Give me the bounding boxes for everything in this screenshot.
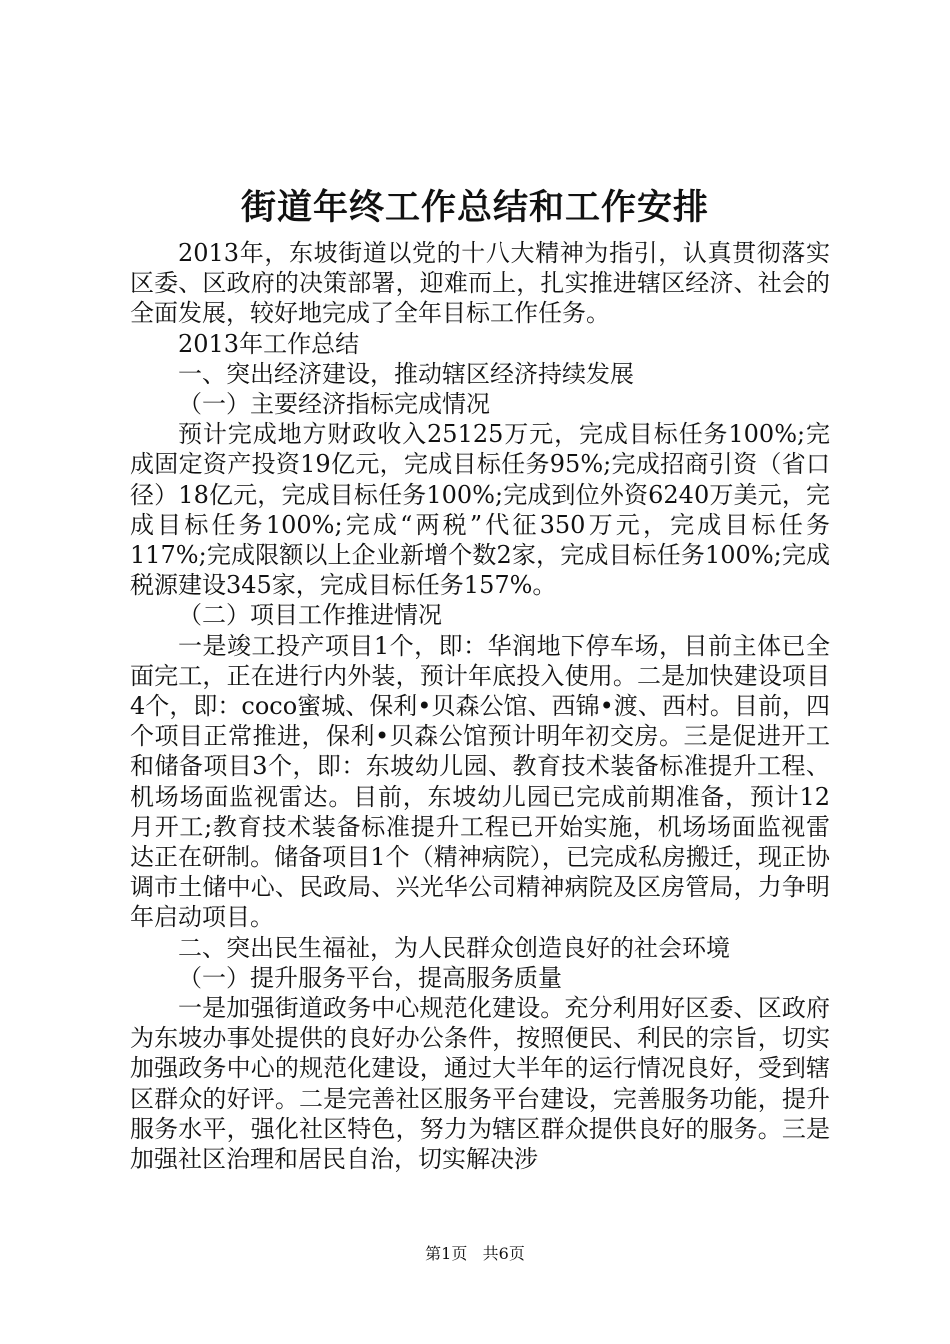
subsection-heading-indicators: （一）主要经济指标完成情况 [178,390,490,419]
section-heading-summary: 2013年工作总结 [178,329,360,358]
page-number: 第1页 [425,1244,468,1263]
document-title: 街道年终工作总结和工作安排 [240,187,709,228]
paragraph-projects: 一是竣工投产项目1个，即：华润地下停车场，目前主体已全面完工，正在进行内外装，预计年底投入使用。二是加快建设项目4个，即：coco蜜城、保利•贝森公馆、西锦•渡、西村。目前，四个项目正常推进，保利•贝森公馆预计明年初交房。三是促进开工和储备项目3个，即：东坡幼儿园、教育技术装备标准提升工程、机场场面监视雷达。目前，东坡幼儿园已完成前期准备，预计12月开工;教育技术装备标准提升工程已开始实施，机场场面监视雷达正在研制。储备项目1个（精神病院），已完成私房搬迁，现正协调市土储中心、民政局、兴光华公司精神病院及区房管局，力争明年启动项目。 [130,631,830,932]
paragraph-indicators: 预计完成地方财政收入25125万元，完成目标任务100%;完成固定资产投资19亿元，完成目标任务95%;完成招商引资（省口径）18亿元，完成目标任务100%;完成到位外资6240万美元，完成目标任务100%;完成“两税”代征350万元，完成目标任务117%;完成限额以上企业新增个数2家，完成目标任务100%;完成税源建设345家，完成目标任务157%。 [130,420,830,600]
paragraph-service: 一是加强街道政务中心规范化建设。充分利用好区委、区政府为东坡办事处提供的良好办公条件，按照便民、利民的宗旨，切实加强政务中心的规范化建设，通过大半年的运行情况良好，受到辖区群众的好评。二是完善社区服务平台建设，完善服务功能，提升服务水平，强化社区特色，努力为辖区群众提供良好的服务。三是加强社区治理和居民自治，切实解决涉 [130,994,830,1174]
document-body [130,238,830,1174]
page-footer [0,1243,950,1265]
section-heading-economy: 一、突出经济建设，推动辖区经济持续发展 [178,359,634,388]
paragraph-intro: 2013年，东坡街道以党的十八大精神为指引，认真贯彻落实区委、区政府的决策部署，迎难而上，扎实推进辖区经济、社会的全面发展，较好地完成了全年目标工作任务。 [130,239,830,328]
page-total: 共6页 [482,1244,525,1263]
section-heading-livelihood: 二、突出民生福祉，为人民群众创造良好的社会环境 [178,933,730,962]
subsection-heading-projects: （二）项目工作推进情况 [178,601,442,630]
page-spacer [472,1244,477,1263]
subsection-heading-service: （一）提升服务平台，提高服务质量 [178,963,562,992]
